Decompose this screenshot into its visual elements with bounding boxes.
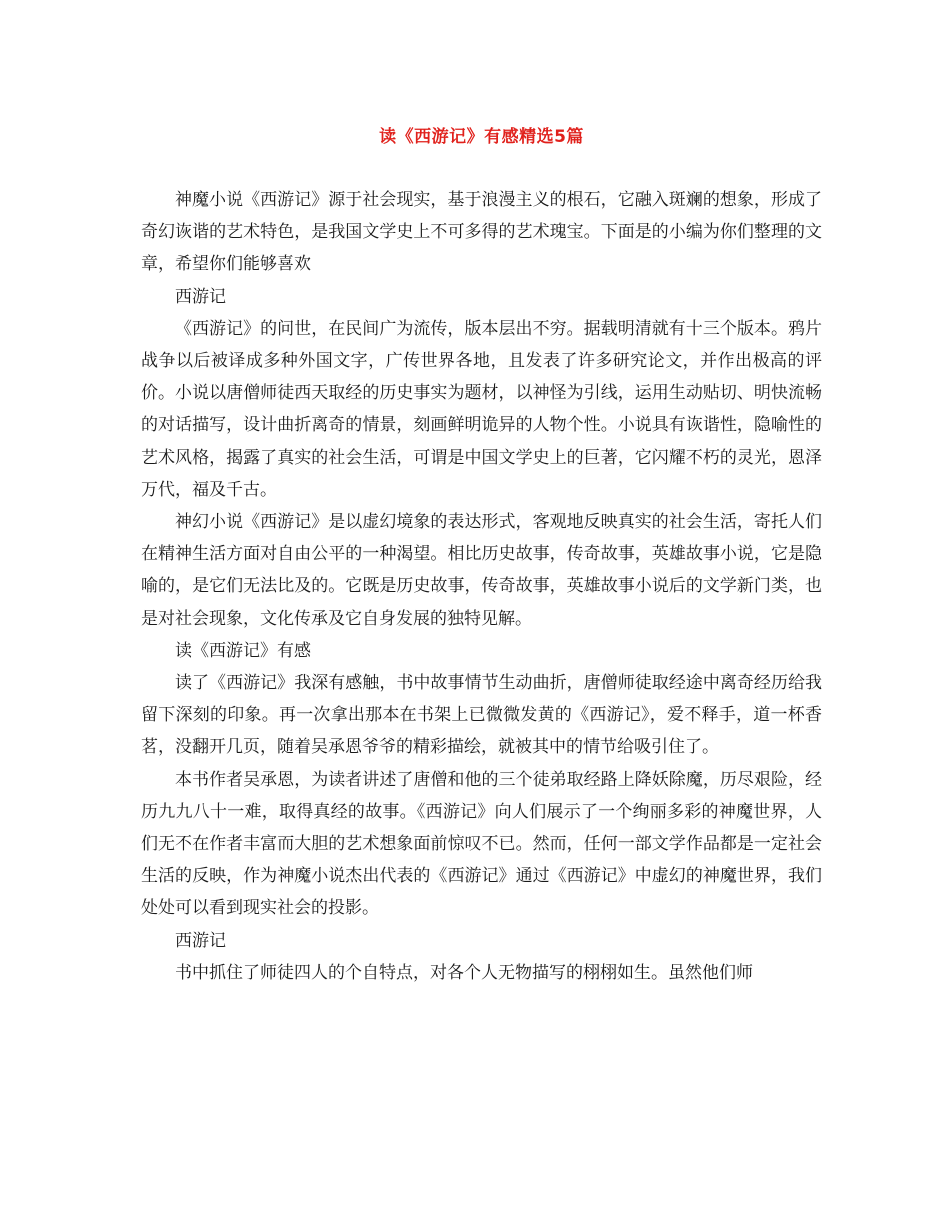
- section-heading-xiyouji: 西游记: [175, 930, 226, 951]
- body-paragraph: 书中抓住了师徒四人的个自特点，对各个人无物描写的栩栩如生。虽然他们师: [175, 962, 753, 983]
- body-paragraph: 本书作者吴承恩，为读者讲述了唐僧和他的三个徒弟取经路上降妖除魔，历尽艰险，经历九九八十一难，取得真经的故事。《西游记》向人们展示了一个绚丽多彩的神魔世界，人们无不在作者丰富而大胆的艺术想象面前惊叹不已。然而，任何一部文学作品都是一定社会生活的反映，作为神魔小说杰出代表的《西游记》通过《西游记》中虚幻的神魔世界，我们处处可以看到现实社会的投影。: [141, 769, 822, 919]
- body-paragraph: 《西游记》的问世，在民间广为流传，版本层出不穷。据载明清就有十三个版本。鸦片战争以后被译成多种外国文字，广传世界各地，且发表了许多研究论文，并作出极高的评价。小说以唐僧师徒西天取经的历史事实为题材，以神怪为引线，运用生动贴切、明快流畅的对话描写，设计曲折离奇的情景，刻画鲜明诡异的人物个性。小说具有诙谐性，隐喻性的艺术风格，揭露了真实的社会生活，可谓是中国文学史上的巨著，它闪耀不朽的灵光，恩泽万代，福及千古。: [141, 318, 822, 500]
- section-heading-reading-reflection: 读《西游记》有感: [175, 640, 311, 661]
- body-paragraph: 神幻小说《西游记》是以虚幻境象的表达形式，客观地反映真实的社会生活，寄托人们在精神生活方面对自由公平的一种渴望。相比历史故事，传奇故事，英雄故事小说，它是隐喻的，是它们无法比及的。它既是历史故事，传奇故事，英雄故事小说后的文学新门类，也是对社会现象，文化传承及它自身发展的独特见解。: [141, 512, 822, 629]
- section-heading-xiyouji: 西游记: [175, 286, 226, 307]
- body-paragraph: 读了《西游记》我深有感触，书中故事情节生动曲折，唐僧师徒取经途中离奇经历给我留下深刻的印象。再一次拿出那本在书架上已微微发黄的《西游记》，爱不释手，道一杯香茗，没翻开几页，随着吴承恩爷爷的精彩描绘，就被其中的情节给吸引住了。: [141, 673, 822, 758]
- document-title: 读《西游记》有感精选5篇: [379, 127, 584, 147]
- intro-paragraph: 神魔小说《西游记》源于社会现实，基于浪漫主义的根石，它融入斑斓的想象，形成了奇幻诙谐的艺术特色，是我国文学史上不可多得的艺术瑰宝。下面是的小编为你们整理的文章，希望你们能够喜欢: [141, 190, 822, 275]
